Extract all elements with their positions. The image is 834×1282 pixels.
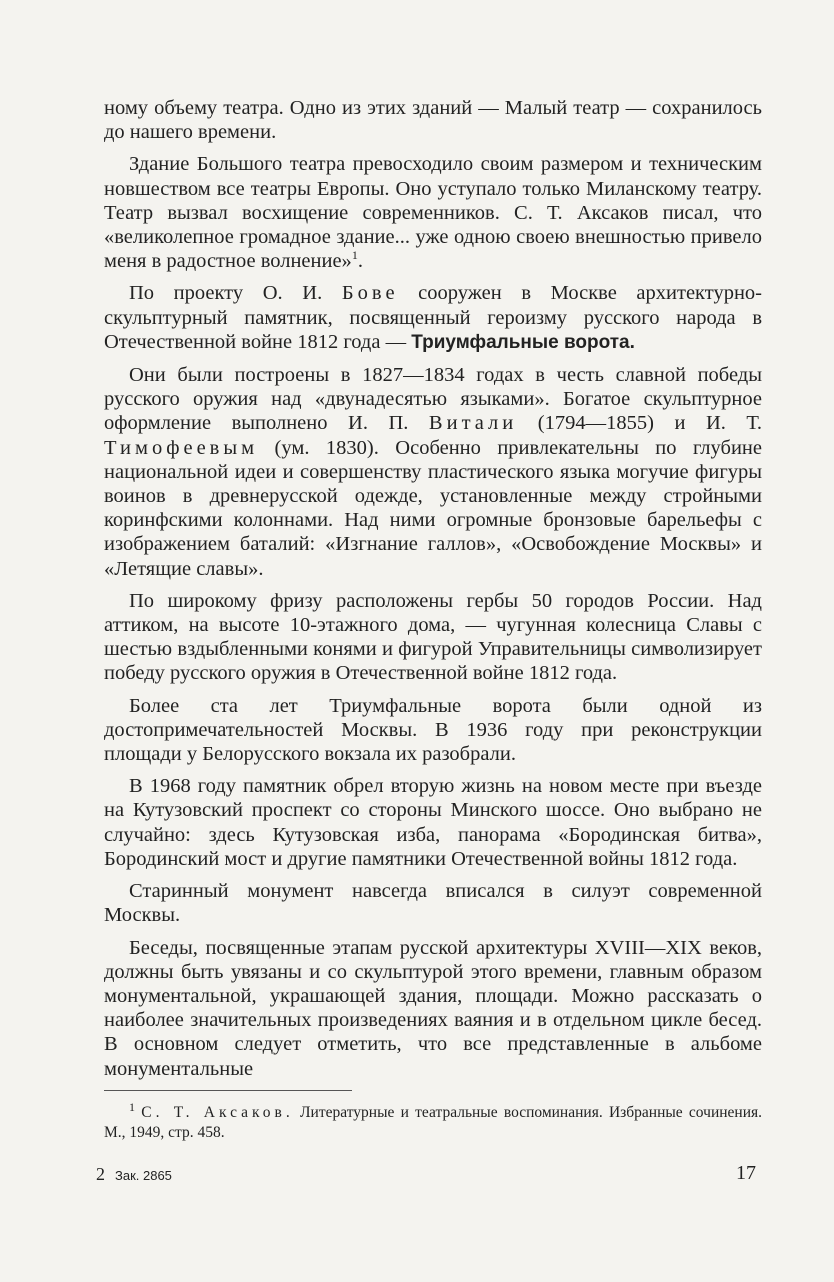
architect-name: Бове <box>341 282 399 305</box>
paragraph-7 <box>104 774 762 871</box>
triumphal-gate-emphasis: Триумфальные ворота. <box>411 331 635 353</box>
paragraph-3 <box>104 281 762 355</box>
paragraph-2 <box>104 152 762 273</box>
order-label: Зак. 2865 <box>115 1168 172 1183</box>
paragraph-6 <box>104 694 762 767</box>
paragraph-8 <box>104 879 762 927</box>
paragraph-9 <box>104 936 762 1081</box>
sculptor-name-vitali: Витали <box>428 412 518 435</box>
paragraph-7-text: В 1968 году памятник обрел вторую жизнь на новом месте при въезде на Кутузовский проспект со стороны Минского шоссе. Оно выбрано не случайно: здесь Кутузовская изба, панорама «Бородинская битва», Бородинский мост и другие памятники Отечественной войны 1812 года. <box>104 775 762 870</box>
footnote-reference[interactable]: 1 <box>351 248 358 263</box>
paragraph-6-text: Более ста лет Триумфальные ворота были одной из достопримечательностей Москвы. В 1936 году при реконструкции площади у Белорусского вокзала их разобрали. <box>104 694 762 766</box>
footnote-divider <box>104 1090 352 1091</box>
paragraph-8-text: Старинный монумент навсегда вписался в силуэт современной Москвы. <box>104 880 762 927</box>
paragraph-5-text: По широкому фризу расположены гербы 50 городов России. Над аттиком, на высоте 10-этажного дома, — чугунная колесница Славы с шестью вздыбленными конями и фигурой Управительницы символизирует победу русского оружия в Отечественной войне 1812 года. <box>104 589 762 685</box>
paragraph-3-before: По проекту О. И. <box>129 282 342 305</box>
paragraph-5 <box>104 589 762 686</box>
signature-number: 2 <box>96 1164 105 1184</box>
paragraph-4-after: (ум. 1830). Особенно привлекательны по глубине национальной идеи и совершенству пластического языка могучие фигуры воинов в древнерусской одежде, установленные между стройными коринфскими колоннами. Над ними огромные бронзовые барельефы с изображением баталий: «Изгнание галлов», «Освобождение Москвы» и «Летящие славы». <box>104 436 762 580</box>
paragraph-4-before: Они были построены в 1827—1834 годах в честь славной победы русского оружия над «двунадесятью языками». Богатое скульптурное оформление выполнено И. П. <box>104 364 762 435</box>
page-number: 17 <box>736 1162 756 1184</box>
paragraph-2-text: Здание Большого театра превосходило своим размером и техническим новшеством все театры Европы. Оно уступало только Миланскому театру. Театр вызвал восхищение современников. С. Т. Аксаков писал, что «великолепное громадное здание... уже одною своею внешностью привело меня в радостное волнение» <box>104 153 762 273</box>
footnote-author: С. Т. Аксаков. <box>141 1104 294 1121</box>
paragraph-4 <box>104 363 762 581</box>
paragraph-1 <box>104 96 762 144</box>
sculptor-name-timofeev: Тимофеевым <box>104 436 259 459</box>
paragraph-3-middle: сооружен в Москве архитектурно-скульптурный памятник, посвященный героизму русского народа в Отечественной войне 1812 года — <box>104 282 762 353</box>
page-body <box>104 96 762 1089</box>
footnote-marker: 1 <box>129 1099 135 1114</box>
paragraph-1-text: ному объему театра. Одно из этих зданий — Малый театр — сохранилось до нашего времени. <box>104 97 762 144</box>
paragraph-9-text: Беседы, посвященные этапам русской архитектуры XVIII—XIX веков, должны быть увязаны и со скульптурой этого времени, главным образом монументальной, украшающей здания, площади. Можно рассказать о наиболее значительных произведениях ваяния и в отдельном цикле бесед. В основном следует отметить, что все представленные в альбоме монументальные <box>104 936 762 1080</box>
footnote <box>104 1099 763 1143</box>
printer-signature <box>96 1164 172 1185</box>
paragraph-2-end: . <box>357 250 363 273</box>
footnote-text: Литературные и театральные воспоминания. Избранные сочинения. М., 1949, стр. 458. <box>104 1104 763 1141</box>
paragraph-4-middle: (1794—1855) и И. Т. <box>517 412 762 435</box>
